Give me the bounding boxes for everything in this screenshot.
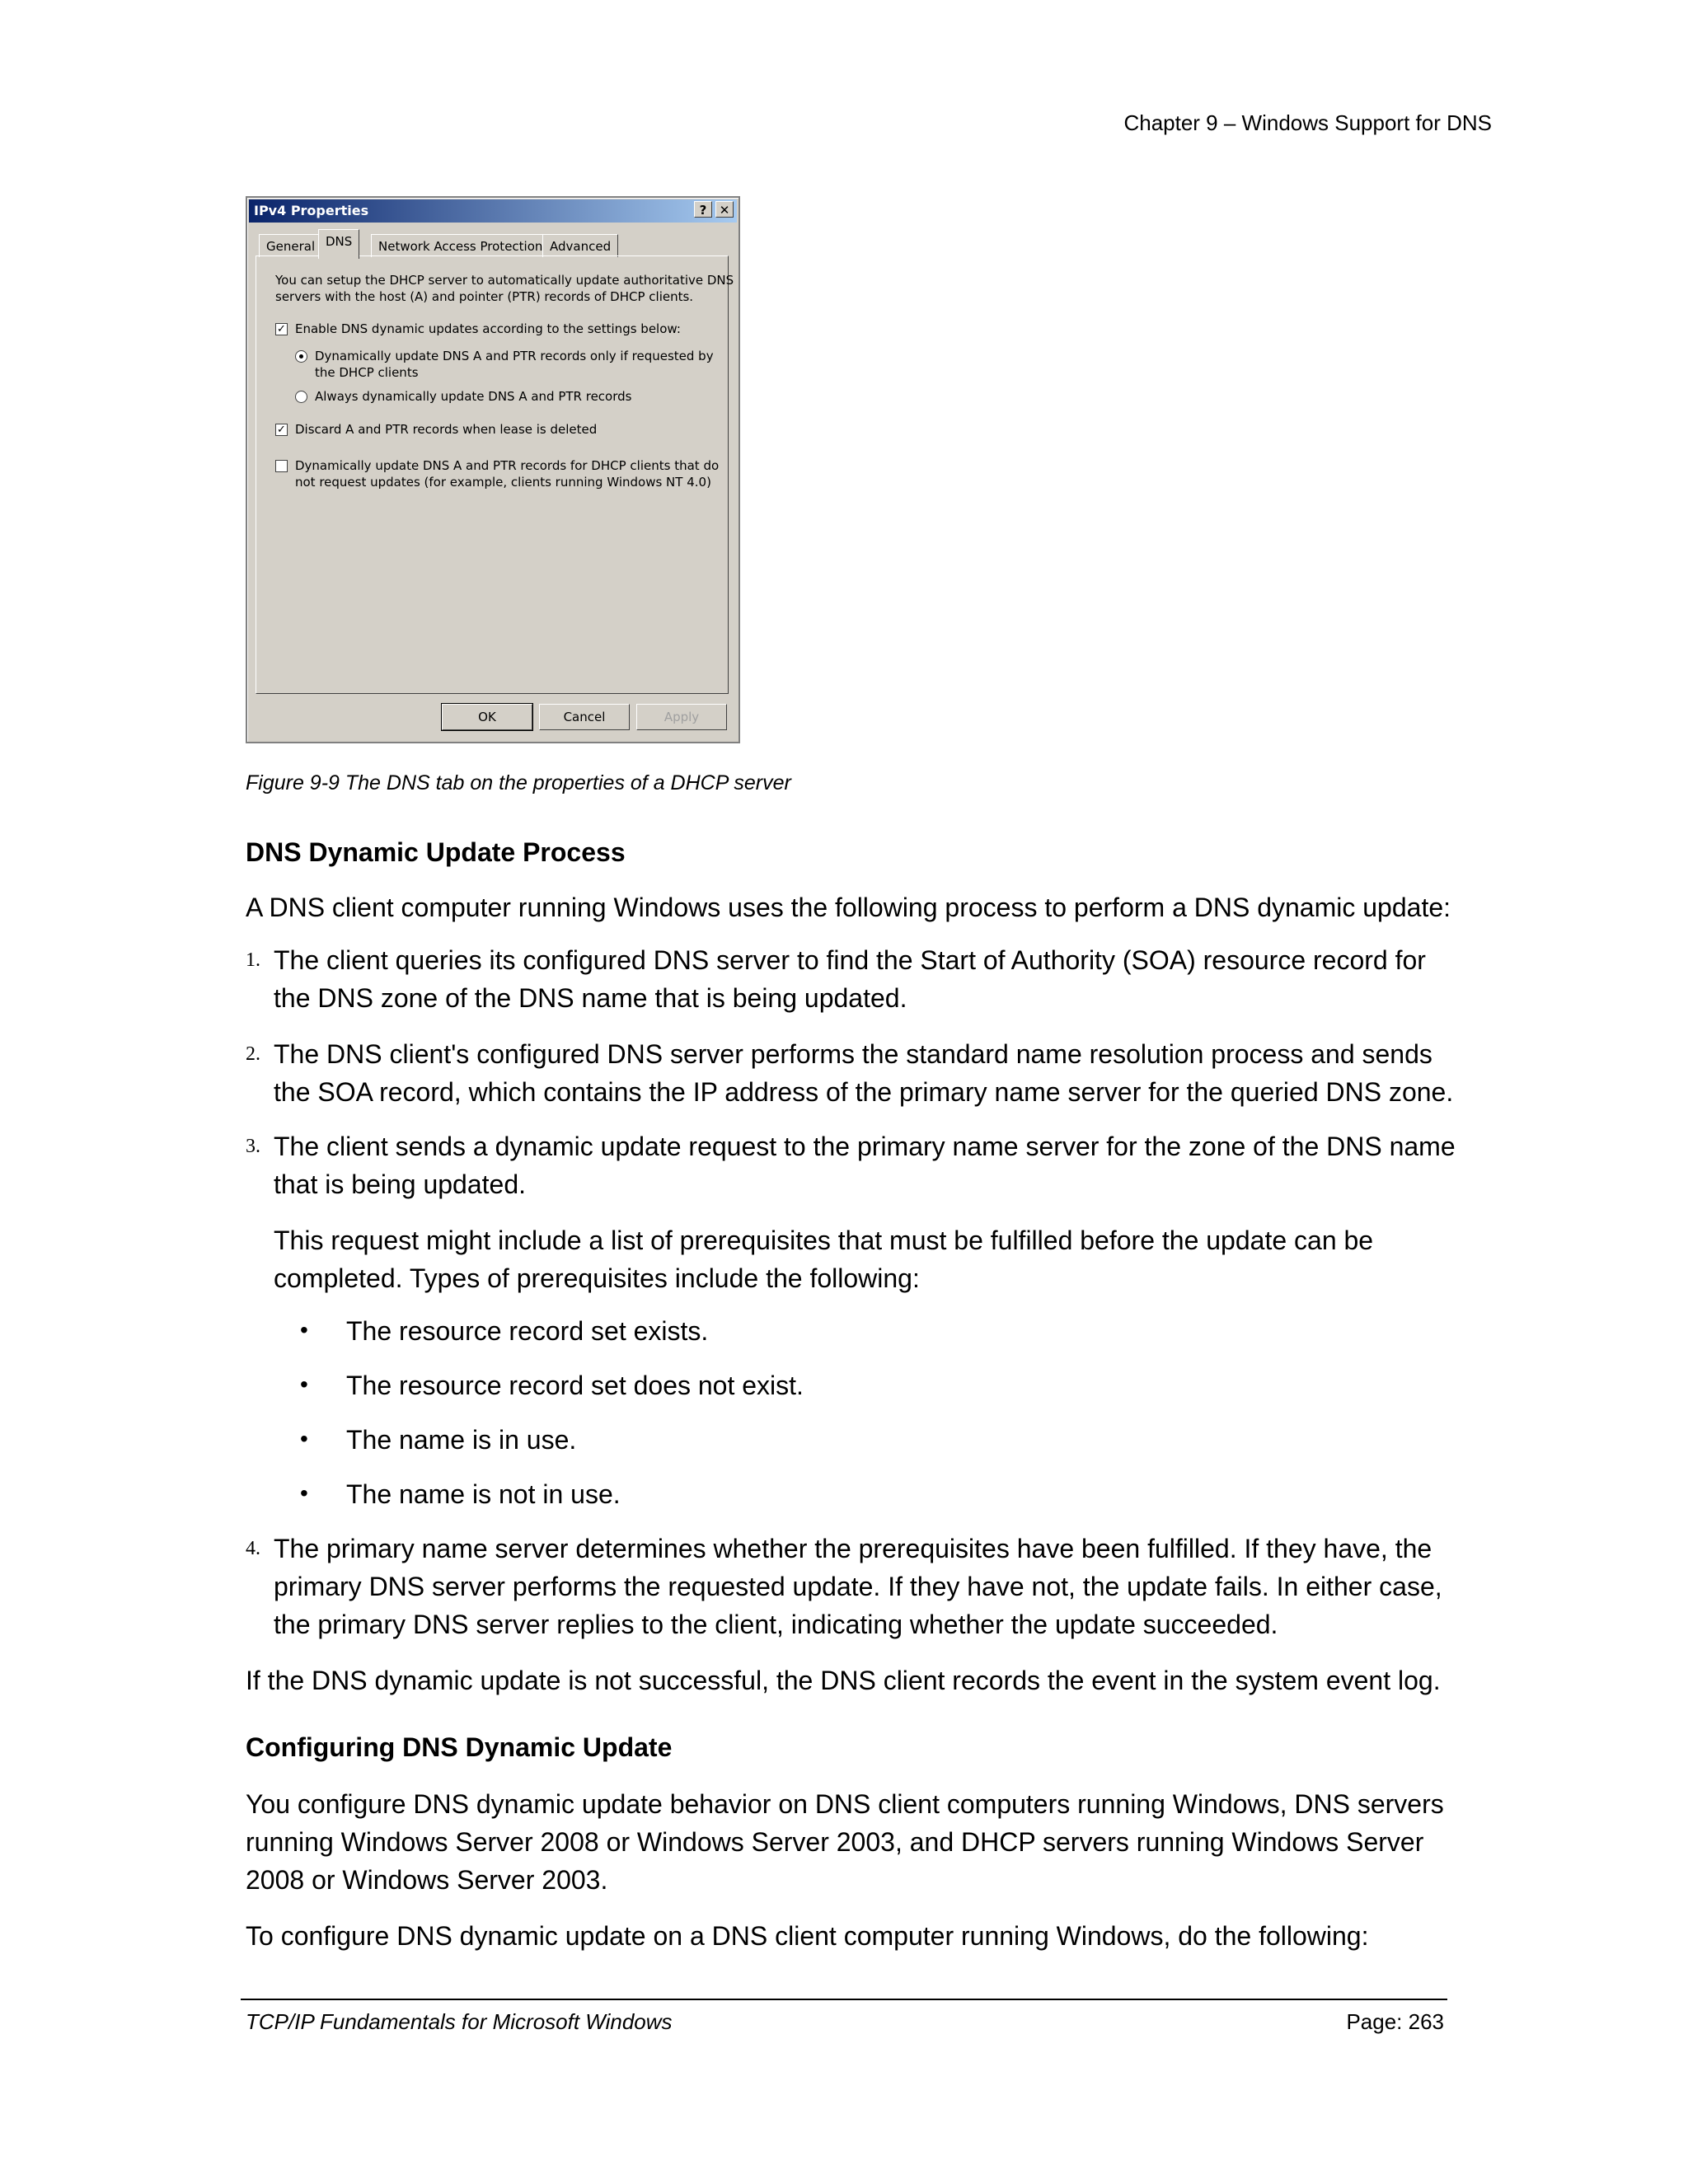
tab-general[interactable]: General: [259, 234, 322, 257]
close-button[interactable]: ✕: [715, 201, 734, 218]
footer-rule: [241, 1999, 1447, 2000]
always-update-radio[interactable]: [295, 391, 307, 403]
enable-dns-updates-checkbox[interactable]: ✓: [275, 323, 288, 335]
step-4-line2: primary DNS server performs the requested update. If they have not, the update fails. In either case,: [274, 1572, 1442, 1601]
bullet-icon: •: [300, 1480, 308, 1506]
tab-advanced[interactable]: Advanced: [542, 234, 618, 257]
running-head: Chapter 9 – Windows Support for DNS: [1123, 110, 1492, 135]
tab-network-access-protection[interactable]: Network Access Protection: [371, 234, 550, 257]
dialog-titlebar: [249, 199, 737, 223]
step-2-line1: The DNS client's configured DNS server performs the standard name resolution process and sends: [274, 1039, 1432, 1069]
step-3-note-line1: This request might include a list of prerequisites that must be fulfilled before the update can be: [274, 1226, 1374, 1255]
intro-text-line2: servers with the host (A) and pointer (PTR) records of DHCP clients.: [275, 289, 694, 304]
legacy-clients-label-line1: Dynamically update DNS A and PTR records for DHCP clients that do: [295, 458, 720, 473]
bullet-item-3: The name is in use.: [346, 1425, 577, 1455]
step-1-line1: The client queries its configured DNS server to find the Start of Authority (SOA) resource record for: [274, 945, 1426, 975]
bullet-item-1: The resource record set exists.: [346, 1316, 709, 1346]
step-3-line1: The client sends a dynamic update request to the primary name server for the zone of the DNS name: [274, 1132, 1456, 1161]
step-number: 3.: [246, 1136, 260, 1157]
bullet-item-2: The resource record set does not exist.: [346, 1371, 804, 1400]
configuring-para1-line3: 2008 or Windows Server 2003.: [246, 1865, 608, 1895]
apply-button[interactable]: Apply: [636, 704, 727, 730]
section-heading-configuring: Configuring DNS Dynamic Update: [246, 1732, 673, 1762]
figure-caption: Figure 9-9 The DNS tab on the properties of a DHCP server: [246, 771, 791, 794]
dialog-title: IPv4 Properties: [254, 203, 369, 218]
discard-records-checkbox[interactable]: ✓: [275, 424, 288, 436]
cancel-button[interactable]: Cancel: [539, 704, 630, 730]
section-heading-process: DNS Dynamic Update Process: [246, 837, 626, 867]
bullet-item-4: The name is not in use.: [346, 1479, 621, 1509]
legacy-clients-checkbox[interactable]: [275, 460, 288, 472]
help-button[interactable]: ?: [694, 201, 712, 218]
configuring-para1-line2: running Windows Server 2008 or Windows Server 2003, and DHCP servers running Windows Server: [246, 1827, 1424, 1857]
configuring-para2: To configure DNS dynamic update on a DNS client computer running Windows, do the following:: [246, 1921, 1369, 1951]
page-number: Page: 263: [1346, 2009, 1444, 2034]
intro-text-line1: You can setup the DHCP server to automatically update authoritative DNS: [275, 273, 734, 288]
step-4-line1: The primary name server determines whether the prerequisites have been fulfilled. If they have, the: [274, 1534, 1432, 1563]
bullet-icon: •: [300, 1317, 308, 1343]
step-3-line2: that is being updated.: [274, 1169, 527, 1199]
update-if-requested-radio[interactable]: [295, 350, 307, 363]
update-if-requested-label-line1: Dynamically update DNS A and PTR records only if requested by: [315, 349, 714, 363]
configuring-para1-line1: You configure DNS dynamic update behavior on DNS client computers running Windows, DNS servers: [246, 1789, 1444, 1819]
always-update-label: Always dynamically update DNS A and PTR records: [315, 389, 632, 404]
legacy-clients-label-line2: not request updates (for example, clients running Windows NT 4.0): [295, 475, 711, 490]
bullet-icon: •: [300, 1426, 308, 1451]
bullet-icon: •: [300, 1371, 308, 1397]
step-3-note-line2: completed. Types of prerequisites include the following:: [274, 1263, 920, 1293]
step-4-line3: the primary DNS server replies to the client, indicating whether the update succeeded.: [274, 1610, 1278, 1639]
step-number: 2.: [246, 1043, 260, 1065]
ok-button[interactable]: OK: [442, 704, 532, 730]
tab-dns[interactable]: DNS: [318, 229, 359, 259]
step-2-line2: the SOA record, which contains the IP address of the primary name server for the queried DNS zone.: [274, 1077, 1454, 1107]
update-if-requested-label-line2: the DHCP clients: [315, 365, 419, 380]
step-number: 1.: [246, 949, 260, 971]
process-closing: If the DNS dynamic update is not successful, the DNS client records the event in the system event log.: [246, 1666, 1441, 1695]
step-1-line2: the DNS zone of the DNS name that is being updated.: [274, 983, 907, 1013]
step-number: 4.: [246, 1538, 260, 1559]
process-intro: A DNS client computer running Windows uses the following process to perform a DNS dynamic update:: [246, 893, 1451, 922]
discard-records-label: Discard A and PTR records when lease is deleted: [295, 422, 598, 437]
ipv4-properties-dialog: [246, 196, 740, 743]
enable-dns-updates-label: Enable DNS dynamic updates according to the settings below:: [295, 321, 681, 336]
footer-book-title: TCP/IP Fundamentals for Microsoft Windows: [246, 2009, 673, 2034]
